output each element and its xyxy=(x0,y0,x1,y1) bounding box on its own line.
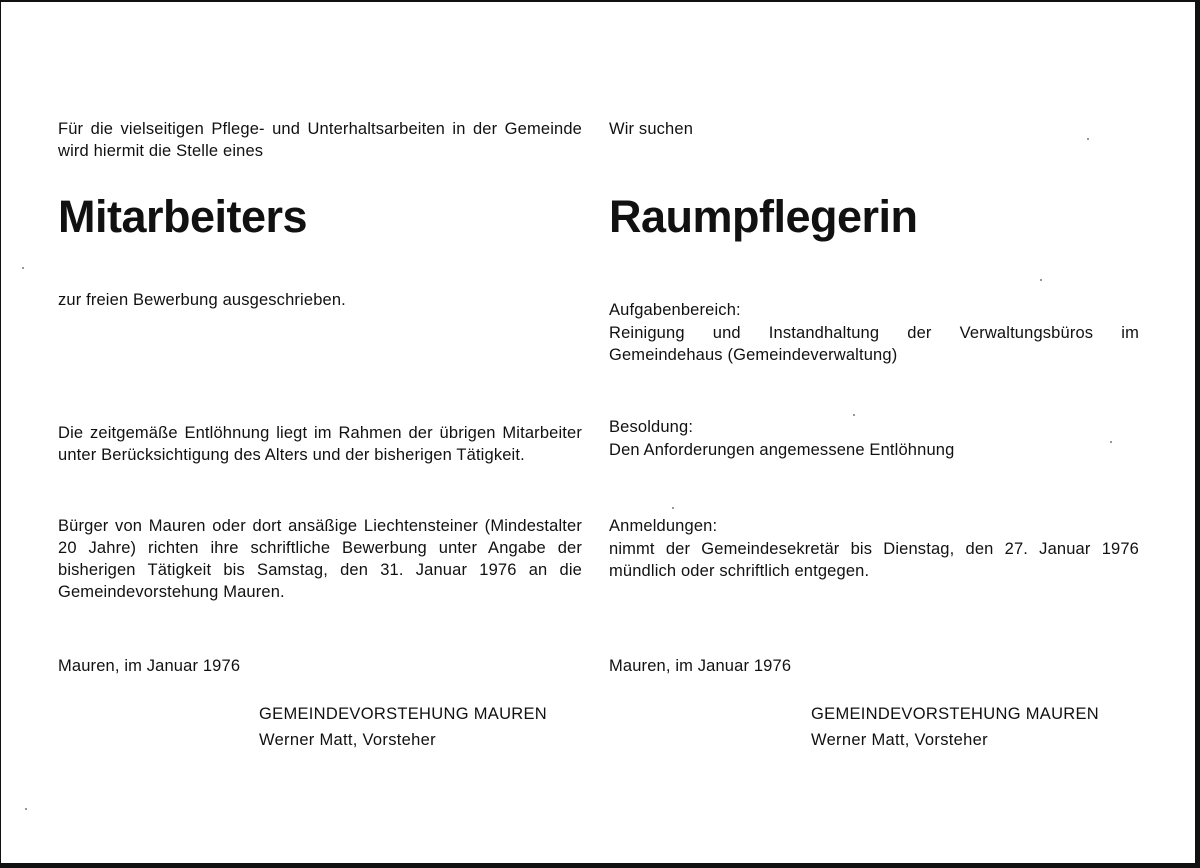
right-pay-label: Besoldung: xyxy=(609,418,694,436)
scan-speck xyxy=(1087,138,1089,140)
left-subline: zur freien Bewerbung ausgeschrieben. xyxy=(58,291,346,309)
right-registration-text: nimmt der Gemeindesekretär bis Dienstag, den 27. Januar 1976 mündlich oder schriftlich entgegen. xyxy=(609,540,1139,580)
scan-speck xyxy=(25,808,27,810)
left-application-text: Bürger von Mauren oder dort ansäßige Liechtensteiner (Mindestalter 20 Jahre) richten ihre schriftliche Bewerbung unter Angabe der bisherigen Tätigkeit bis Samstag, den 31. Januar 1976 an die Gemeindevorstehung Mauren. xyxy=(58,517,582,601)
left-pay-text: Die zeitgemäße Entlöhnung liegt im Rahmen der übrigen Mitarbeiter unter Berücksichtigung des Alters und der bisherigen Tätigkeit. xyxy=(58,424,582,464)
left-signature-org: GEMEINDEVORSTEHUNG MAUREN xyxy=(259,705,548,723)
right-heading: Raumpflegerin xyxy=(609,191,918,242)
right-pay-text: Den Anforderungen angemessene Entlöhnung xyxy=(609,441,955,459)
right-signature-org: GEMEINDEVORSTEHUNG MAUREN xyxy=(811,705,1100,723)
right-tasks-text: Reinigung und Instandhaltung der Verwaltungsbüros im Gemeindehaus (Gemeindeverwaltung) xyxy=(609,324,1139,364)
scan-speck xyxy=(1110,441,1112,443)
right-tasks-label: Aufgabenbereich: xyxy=(609,301,741,319)
left-signature-name: Werner Matt, Vorsteher xyxy=(259,731,436,749)
right-signature-name: Werner Matt, Vorsteher xyxy=(811,731,988,749)
right-registration-label: Anmeldungen: xyxy=(609,517,718,535)
right-date: Mauren, im Januar 1976 xyxy=(609,657,792,675)
scan-speck xyxy=(672,507,674,509)
left-intro: Für die vielseitigen Pflege- und Unterhaltsarbeiten in der Gemeinde wird hiermit die Stelle eines xyxy=(58,120,582,160)
scan-speck xyxy=(853,414,855,416)
scan-speck xyxy=(22,267,24,269)
left-heading: Mitarbeiters xyxy=(58,191,308,242)
left-date: Mauren, im Januar 1976 xyxy=(58,657,241,675)
right-intro: Wir suchen xyxy=(609,120,694,138)
scan-speck xyxy=(1040,279,1042,281)
